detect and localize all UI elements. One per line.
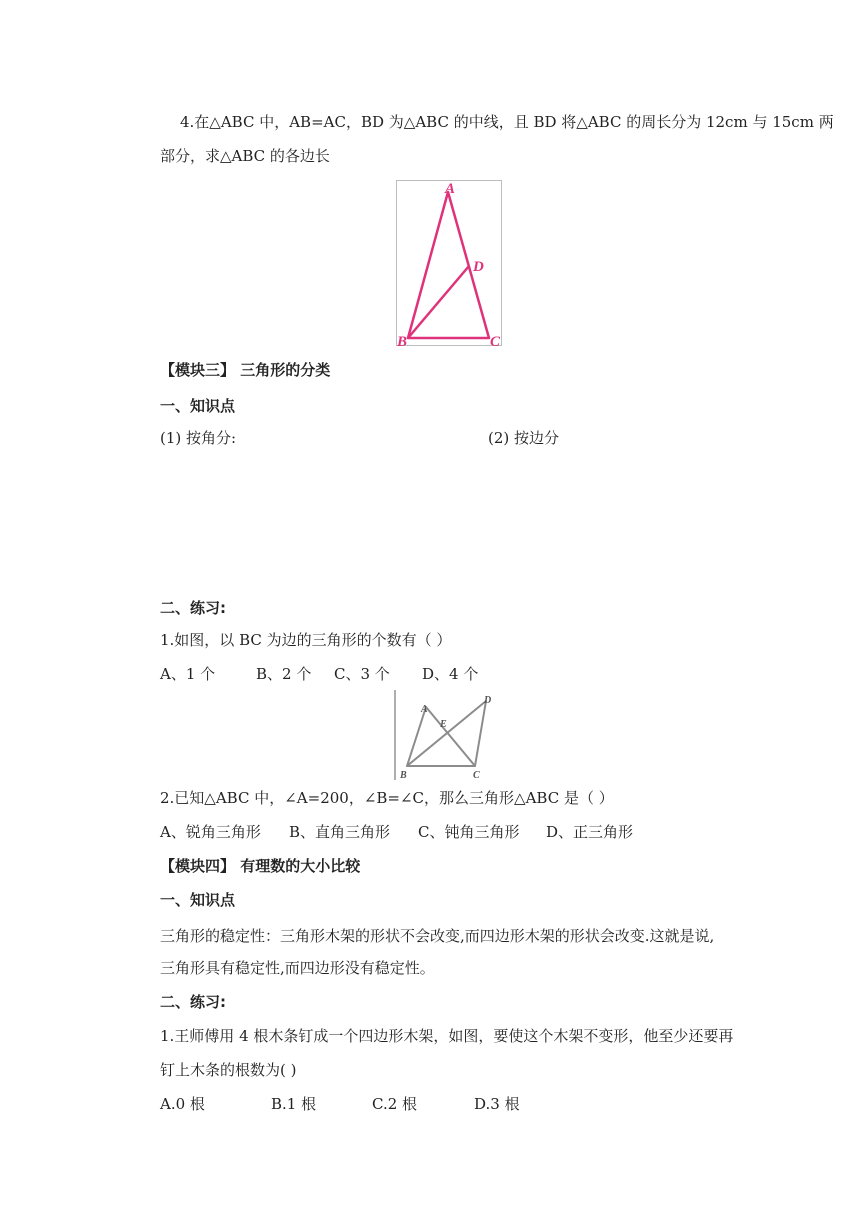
fig2-label-b: B <box>400 770 407 781</box>
m3-q2-option-a: A、锐角三角形 <box>160 823 261 841</box>
label-a: A <box>445 181 456 197</box>
m3-q1-option-d: D、4 个 <box>422 665 479 683</box>
m4-q1-line-1: 1.王师傅用 4 根木条钉成一个四边形木架，如图，要使这个木架不变形，他至少还要再 <box>160 1027 734 1045</box>
m4-q1-option-a: A.0 根 <box>160 1095 205 1113</box>
m4-q1-option-d: D.3 根 <box>474 1095 520 1113</box>
module4-practice-heading: 二、练习: <box>160 993 226 1011</box>
m3-q2-option-b: B、直角三角形 <box>289 823 391 841</box>
classify-by-side: (2) 按边分 <box>488 429 560 447</box>
fig2-label-c: C <box>473 770 480 781</box>
triangles-on-bc-figure <box>394 690 498 780</box>
m4-q1-line-2: 钉上木条的根数为( ) <box>160 1061 297 1079</box>
m3-q2-option-d: D、正三角形 <box>546 823 634 841</box>
m3-q1-text: 1.如图，以 BC 为边的三角形的个数有（ ） <box>160 631 452 649</box>
module3-title: 【模块三】 三角形的分类 <box>160 361 331 379</box>
m4-q1-option-b: B.1 根 <box>271 1095 317 1113</box>
fig2-label-d: D <box>484 695 492 706</box>
stability-text-line-2: 三角形具有稳定性,而四边形没有稳定性。 <box>160 959 435 977</box>
m3-q2-option-c: C、钝角三角形 <box>418 823 520 841</box>
stability-text-line-1: 三角形的稳定性：三角形木架的形状不会改变,而四边形木架的形状会改变.这就是说, <box>160 927 715 945</box>
m3-q1-option-b: B、2 个 <box>256 665 312 683</box>
q4-line-2: 部分，求△ABC 的各边长 <box>160 147 330 165</box>
triangle-abd-figure <box>396 180 502 348</box>
m3-q1-option-c: C、3 个 <box>334 665 390 683</box>
label-b: B <box>397 334 408 350</box>
module4-title: 【模块四】 有理数的大小比较 <box>160 857 361 875</box>
module4-knowledge-heading: 一、知识点 <box>160 891 236 909</box>
module3-practice-heading: 二、练习: <box>160 599 226 617</box>
fig2-label-a: A <box>421 704 428 715</box>
fig2-label-e: E <box>440 719 447 730</box>
label-c: C <box>490 334 501 350</box>
q4-line-1: 4.在△ABC 中，AB=AC，BD 为△ABC 的中线，且 BD 将△ABC 的周长分为 12cm 与 15cm 两 <box>180 113 834 131</box>
m3-q1-option-a: A、1 个 <box>160 665 216 683</box>
label-d: D <box>473 259 484 275</box>
m3-q2-text: 2.已知△ABC 中，∠A=200，∠B=∠C，那么三角形△ABC 是（ ） <box>160 789 614 807</box>
m4-q1-option-c: C.2 根 <box>372 1095 418 1113</box>
classify-by-angle: (1) 按角分: <box>160 429 237 447</box>
segment-bd <box>407 701 486 766</box>
module3-knowledge-heading: 一、知识点 <box>160 397 236 415</box>
segment-dc <box>475 701 486 766</box>
